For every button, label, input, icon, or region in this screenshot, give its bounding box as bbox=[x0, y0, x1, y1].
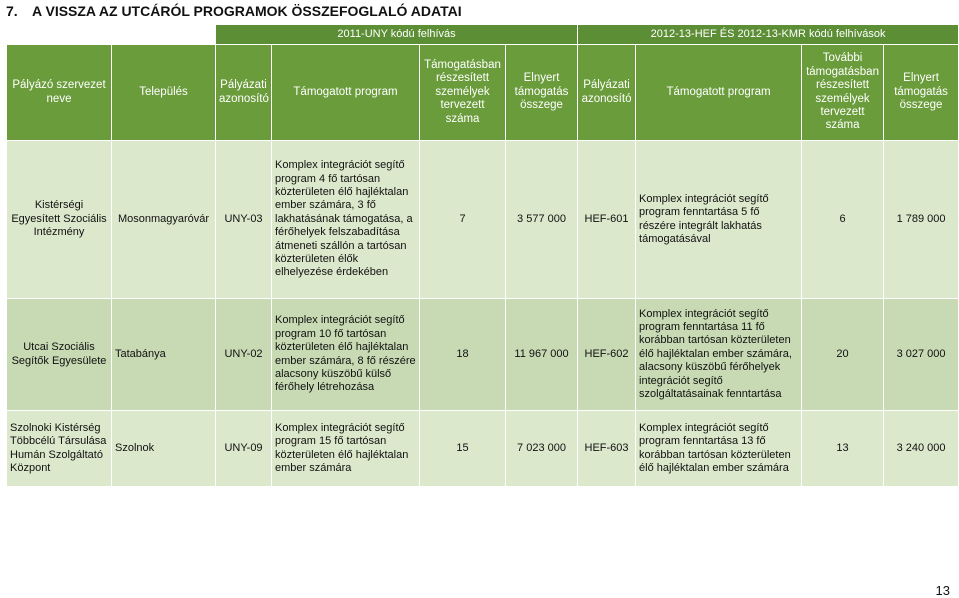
column-header-row bbox=[7, 45, 959, 141]
cell-program-left: Komplex integrációt segítő program 15 fő tartósan közterületen élő hajléktalan ember számára bbox=[272, 411, 420, 487]
page-number: 13 bbox=[935, 583, 950, 598]
header-amount-left: Elnyert támogatás összege bbox=[506, 45, 578, 141]
cell-program-left: Komplex integrációt segítő program 10 fő tartósan közterületen élő hajléktalan ember számára, 8 fő részére alacsony küszöbű külső férőhely létrehozása bbox=[272, 299, 420, 411]
cell-amount-right: 1 789 000 bbox=[884, 141, 959, 299]
header-id-left: Pályázati azonosító bbox=[216, 45, 272, 141]
cell-id-left: UNY-02 bbox=[216, 299, 272, 411]
cell-settlement: Mosonmagyaróvár bbox=[112, 141, 216, 299]
cell-amount-left: 3 577 000 bbox=[506, 141, 578, 299]
group-spacer bbox=[112, 25, 216, 45]
cell-program-right: Komplex integrációt segítő program fenntartása 11 fő korábban tartósan közterületen élő hajléktalan ember számára, alacsony küszöbű férőhelyek integrációt segítő szolgáltatásainak fenntartása bbox=[636, 299, 802, 411]
cell-id-right: HEF-601 bbox=[578, 141, 636, 299]
group-header-row bbox=[7, 25, 959, 45]
cell-organization: Szolnoki Kistérség Többcélú Társulása Humán Szolgáltató Központ bbox=[7, 411, 112, 487]
cell-amount-left: 11 967 000 bbox=[506, 299, 578, 411]
table-row bbox=[7, 299, 959, 411]
cell-program-left: Komplex integrációt segítő program 4 fő tartósan közterületen élő hajléktalan ember számára, 3 fő lakhatásának támogatása, a férőhelyek felszabadítása átmeneti szállón a tartósan közterületen élők elhelyezése érdekében bbox=[272, 141, 420, 299]
header-people-left: Támogatásban részesített személyek tervezett száma bbox=[420, 45, 506, 141]
cell-people-right: 20 bbox=[802, 299, 884, 411]
section-heading bbox=[6, 0, 462, 22]
cell-id-left: UNY-03 bbox=[216, 141, 272, 299]
cell-amount-left: 7 023 000 bbox=[506, 411, 578, 487]
header-id-right: Pályázati azonosító bbox=[578, 45, 636, 141]
cell-id-left: UNY-09 bbox=[216, 411, 272, 487]
cell-id-right: HEF-603 bbox=[578, 411, 636, 487]
cell-people-left: 15 bbox=[420, 411, 506, 487]
header-people-right: További támogatásban részesített személyek tervezett száma bbox=[802, 45, 884, 141]
header-program-left: Támogatott program bbox=[272, 45, 420, 141]
cell-amount-right: 3 027 000 bbox=[884, 299, 959, 411]
table-row bbox=[7, 411, 959, 487]
group-spacer bbox=[7, 25, 112, 45]
cell-people-left: 7 bbox=[420, 141, 506, 299]
cell-organization: Utcai Szociális Segítők Egyesülete bbox=[7, 299, 112, 411]
cell-settlement: Szolnok bbox=[112, 411, 216, 487]
section-title: A VISSZA AZ UTCÁRÓL PROGRAMOK ÖSSZEFOGLALÓ ADATAI bbox=[32, 3, 462, 19]
cell-people-left: 18 bbox=[420, 299, 506, 411]
header-organization: Pályázó szervezet neve bbox=[7, 45, 112, 141]
cell-program-right: Komplex integrációt segítő program fenntartása 13 fő korábban tartósan közterületen élő hajléktalan ember számára bbox=[636, 411, 802, 487]
cell-organization: Kistérségi Egyesített Szociális Intézmény bbox=[7, 141, 112, 299]
header-program-right: Támogatott program bbox=[636, 45, 802, 141]
header-amount-right: Elnyert támogatás összege bbox=[884, 45, 959, 141]
cell-settlement: Tatabánya bbox=[112, 299, 216, 411]
cell-people-right: 13 bbox=[802, 411, 884, 487]
cell-id-right: HEF-602 bbox=[578, 299, 636, 411]
header-settlement: Település bbox=[112, 45, 216, 141]
summary-table bbox=[6, 24, 959, 487]
cell-people-right: 6 bbox=[802, 141, 884, 299]
group-header-left: 2011-UNY kódú felhívás bbox=[216, 25, 578, 45]
cell-amount-right: 3 240 000 bbox=[884, 411, 959, 487]
section-number: 7. bbox=[6, 3, 18, 19]
cell-program-right: Komplex integrációt segítő program fenntartása 5 fő részére integrált lakhatás támogatásával bbox=[636, 141, 802, 299]
group-header-right: 2012-13-HEF ÉS 2012-13-KMR kódú felhívások bbox=[578, 25, 959, 45]
table-row bbox=[7, 141, 959, 299]
